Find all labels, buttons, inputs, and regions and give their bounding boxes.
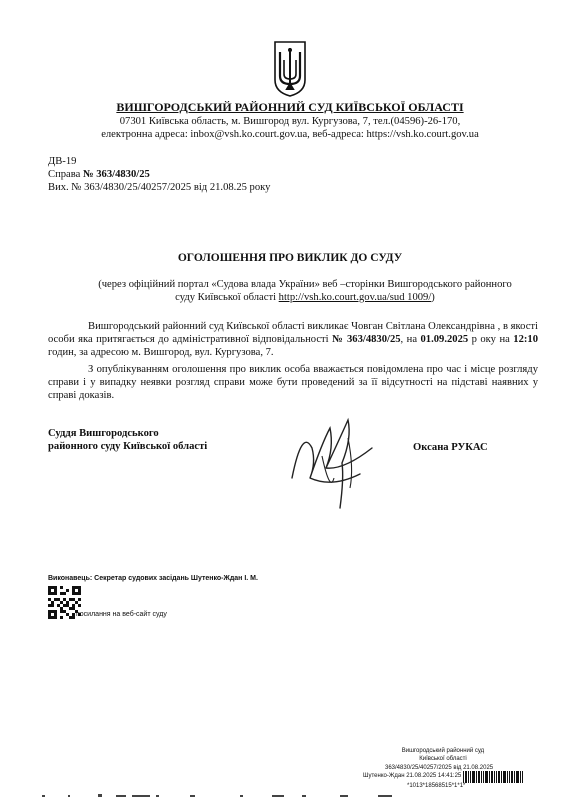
stamp-region: Київської області bbox=[419, 756, 467, 762]
p1-text-a: Вишгородський районний суд Київської області викликає Човган Світлана Олександрівна , в якості особи яка притягається до адміністративної відповідальності bbox=[48, 321, 538, 345]
stamp-barcode-icon bbox=[463, 771, 523, 783]
p1-text-c: р оку на bbox=[468, 334, 514, 345]
case-prefix: Справа bbox=[48, 169, 83, 180]
judge-signature bbox=[282, 408, 392, 513]
p1-hearing-date: 01.09.2025 bbox=[420, 334, 469, 345]
court-contacts: електронна адреса: inbox@vsh.ko.court.gov.ua, веб-адреса: https://vsh.ko.court.gov.ua bbox=[101, 129, 479, 140]
notice-paragraph-1 bbox=[48, 320, 538, 359]
p1-hearing-time: 12:10 bbox=[513, 334, 538, 345]
stamp-code: *1013*18568515*1*1* bbox=[407, 783, 466, 789]
case-reference bbox=[48, 168, 150, 181]
portal-link[interactable]: http://vsh.ko.court.gov.ua/sud 1009/ bbox=[278, 292, 432, 303]
coat-of-arms-icon bbox=[273, 40, 307, 98]
notice-paragraph-2: З опублікуванням оголошення про виклик особа вважається повідомлена про час і місце розгляду справи і у випадку неявки розгляд справи може бути проведений за її відсутності на підставі наявних у справі доказів. bbox=[48, 364, 538, 401]
stamp-executor-time: Шутенко-Ждан 21.08.2025 14:41:25 bbox=[363, 773, 462, 779]
court-name: ВИШГОРОДСЬКИЙ РАЙОННИЙ СУД КИЇВСЬКОЇ ОБЛАСТІ bbox=[116, 100, 464, 114]
scan-edge-marks bbox=[40, 793, 400, 799]
judge-name: Оксана РУКАС bbox=[413, 442, 488, 453]
executor-label: Виконавець: Секретар судових засідань Шутенко-Ждан І. М. bbox=[48, 575, 258, 582]
judge-role-line1: Суддя Вишгородського bbox=[48, 428, 159, 439]
p1-case-number: № 363/4830/25 bbox=[332, 334, 401, 345]
judge-role-line2: районного суду Київської області bbox=[48, 441, 208, 452]
qr-caption: посилання на веб-сайт суду bbox=[76, 611, 167, 618]
p1-text-d: годин, за адресою м. Вишгород, вул. Кургузова, 7. bbox=[48, 347, 274, 358]
stamp-reference: 363/4830/25/40257/2025 від 21.08.2025 bbox=[385, 765, 494, 771]
court-address: 07301 Київська область, м. Вишгород вул. Кургузова, 7, тел.(04596)-26-170, bbox=[119, 116, 461, 127]
portal-info bbox=[70, 278, 540, 304]
stamp-court: Вишгородський районний суд bbox=[401, 748, 485, 754]
form-code: ДВ-19 bbox=[48, 156, 77, 167]
portal-close: ) bbox=[431, 292, 435, 303]
portal-text-b: суду Київської області bbox=[175, 292, 279, 303]
p1-text-b: , на bbox=[400, 334, 421, 345]
outgoing-reference: Вих. № 363/4830/25/40257/2025 від 21.08.25 року bbox=[48, 182, 271, 193]
portal-text-a: (через офіційний портал «Судова влада України» веб –сторінки Вишгородського районного bbox=[98, 279, 512, 290]
case-number: № 363/4830/25 bbox=[82, 169, 150, 180]
notice-title: ОГОЛОШЕННЯ ПРО ВИКЛИК ДО СУДУ bbox=[177, 252, 403, 264]
